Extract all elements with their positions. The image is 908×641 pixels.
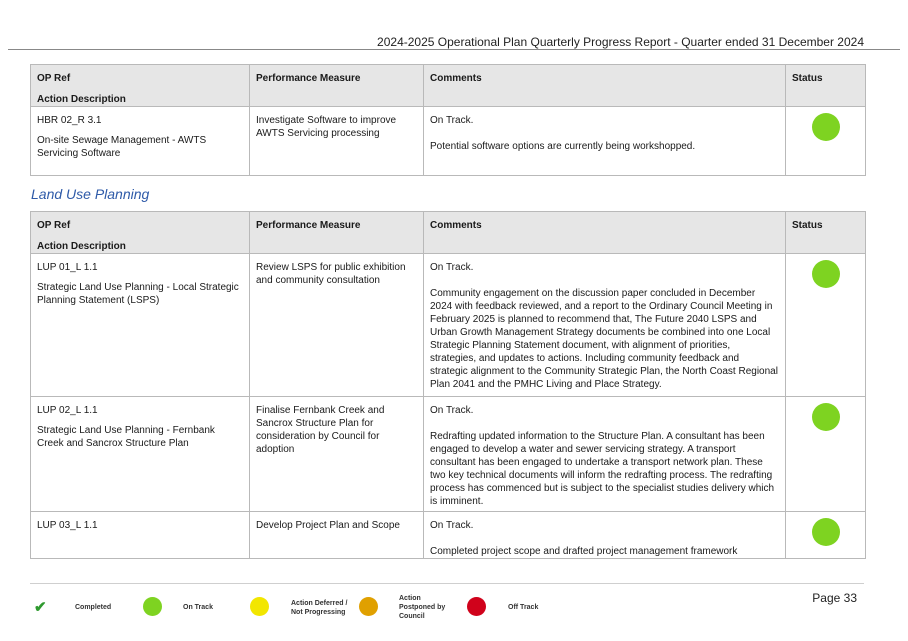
column-header-op-ref: OP Ref Action Description xyxy=(31,212,250,254)
legend-on-track-dot xyxy=(143,597,162,616)
section-title: Land Use Planning xyxy=(31,186,150,202)
action-cell xyxy=(31,254,250,397)
performance-measure: Investigate Software to improve AWTS Servicing processing xyxy=(256,115,397,139)
measure-cell xyxy=(250,254,424,397)
comment-status: On Track. xyxy=(430,262,474,273)
column-header-status: Status xyxy=(786,65,866,107)
action-description: Strategic Land Use Planning - Local Strategic Planning Statement (LSPS) xyxy=(37,282,239,306)
status-on-track-dot xyxy=(812,518,840,546)
action-cell xyxy=(31,107,250,176)
op-ref-header: OP Ref xyxy=(37,73,71,84)
comment-text: Redrafting updated information to the Structure Plan. A consultant has been engaged to develop a water and sewer servicing strategy. A transport consultant has been engaged to undertake a transport network plan. These two key technical documents will inform the redrafting process. The redrafting process has commenced but is subject to the specialist studies delivery which is imminent. xyxy=(430,431,775,507)
progress-table-1 xyxy=(30,64,866,176)
comment-text: Community engagement on the discussion paper concluded in December 2024 with feedback reviewed, and a report to the Ordinary Council Meeting in February 2025 is planned to recommend that, The Future 2040 LSPS and Urban Growth Management Strategy documents be combined into one Local Strategic Planning Statement document, with alignment of priorities, strategies, and updates to actions. Including community feedback and strategic alignment to the Community Strategic Plan, the North Coast Regional Plan 2041 and the PMHC Living and Place Strategy. xyxy=(430,288,778,390)
comments-cell xyxy=(424,107,786,176)
status-cell xyxy=(786,397,866,512)
op-ref: LUP 02_L 1.1 xyxy=(37,405,98,416)
status-on-track-dot xyxy=(812,260,840,288)
legend-off-track-dot xyxy=(467,597,486,616)
legend-postponed-dot xyxy=(359,597,378,616)
column-header-performance-measure: Performance Measure xyxy=(250,212,424,254)
performance-measure: Review LSPS for public exhibition and community consultation xyxy=(256,262,406,286)
comment-status: On Track. xyxy=(430,520,474,531)
action-description-header: Action Description xyxy=(37,94,126,105)
status-cell xyxy=(786,254,866,397)
column-header-comments: Comments xyxy=(424,212,786,254)
status-on-track-dot xyxy=(812,113,840,141)
footer-divider xyxy=(30,583,864,584)
legend-postponed-label: Action Postponed by Council xyxy=(399,595,446,620)
column-header-status: Status xyxy=(786,212,866,254)
column-header-performance-measure: Performance Measure xyxy=(250,65,424,107)
measure-cell xyxy=(250,512,424,559)
table-header-row xyxy=(31,212,866,254)
performance-measure: Develop Project Plan and Scope xyxy=(256,520,400,531)
table-header-row xyxy=(31,65,866,107)
op-ref: HBR 02_R 3.1 xyxy=(37,115,102,126)
performance-measure: Finalise Fernbank Creek and Sancrox Structure Plan for consideration by Council for adoption xyxy=(256,405,385,455)
measure-cell xyxy=(250,107,424,176)
status-cell xyxy=(786,107,866,176)
action-description: Strategic Land Use Planning - Fernbank Creek and Sancrox Structure Plan xyxy=(37,425,215,449)
legend-deferred-dot xyxy=(250,597,269,616)
op-ref: LUP 03_L 1.1 xyxy=(37,520,98,531)
action-description: On-site Sewage Management - AWTS Servicing Software xyxy=(37,135,207,159)
comment-text: Potential software options are currently being workshopped. xyxy=(430,141,696,152)
action-cell xyxy=(31,512,250,559)
legend-completed-label: Completed xyxy=(75,604,112,611)
status-cell xyxy=(786,512,866,559)
legend-off-track-label: Off Track xyxy=(508,604,539,611)
table-row xyxy=(31,107,866,176)
column-header-op-ref xyxy=(31,65,250,107)
legend-on-track-label: On Track xyxy=(183,604,213,611)
header-divider xyxy=(8,49,900,50)
check-icon: ✔ xyxy=(34,599,47,616)
comments-cell xyxy=(424,254,786,397)
table-row xyxy=(31,512,866,559)
status-on-track-dot xyxy=(812,403,840,431)
legend-deferred-label: Action Deferred / Not Progressing xyxy=(291,600,348,616)
op-ref: LUP 01_L 1.1 xyxy=(37,262,98,273)
report-header-title: 2024-2025 Operational Plan Quarterly Progress Report - Quarter ended 31 December 2024 xyxy=(377,35,864,49)
comment-text: Completed project scope and drafted project management framework xyxy=(430,546,738,557)
comment-status: On Track. xyxy=(430,405,474,416)
page-number: Page 33 xyxy=(812,591,857,605)
comment-status: On Track. xyxy=(430,115,474,126)
table-row xyxy=(31,254,866,397)
column-header-comments: Comments xyxy=(424,65,786,107)
table-row xyxy=(31,397,866,512)
comments-cell xyxy=(424,397,786,512)
action-cell xyxy=(31,397,250,512)
comments-cell xyxy=(424,512,786,559)
measure-cell xyxy=(250,397,424,512)
progress-table-2 xyxy=(30,211,866,559)
